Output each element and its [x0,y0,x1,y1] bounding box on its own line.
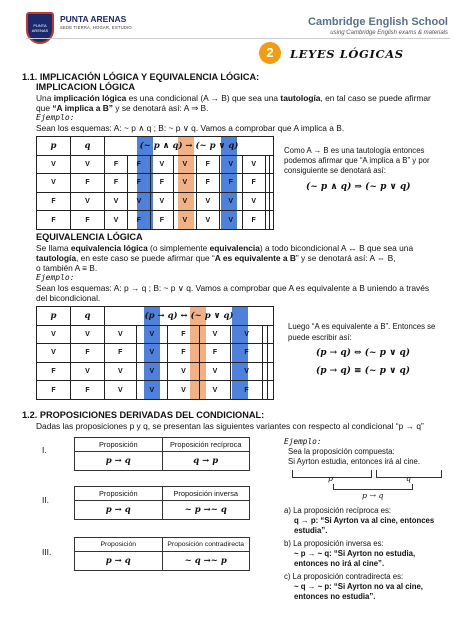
school-logo [26,12,54,44]
label-q: q [406,474,411,483]
cambridge-tagline: using Cambridge English exams & materials [330,30,448,36]
box-number: I. [42,445,47,455]
subsection-heading: EQUIVALENCIA LÓGICA [36,232,143,242]
side-note: Luego “A es equivalente a B”. Entonces se [288,322,436,331]
answer-b-text: entonces no irá al cine”. [294,559,385,568]
example-label: Ejemplo: [36,273,75,282]
answer-b: b) La proposición inversa es: [284,539,384,548]
section-heading: 1.2. PROPOSICIONES DERIVADAS DEL CONDICIONAL: [22,410,265,420]
derived-box-reciprocal: Proposición Proposición recíproca p → q q → p [74,437,250,471]
answer-b-text: ~ p → ~ q: “Si Ayrton no estudia, [294,549,416,558]
paragraph-line: Dadas las proposiciones p y q, se presentan las siguientes variantes con respecto al condicional “p → q” [36,421,424,431]
paragraph-line: Se llama equivalencia lógica (o simplemente equivalencia) a todo bicondicional A ↔ B que sea una [36,243,414,253]
cambridge-logo: Cambridge English School [308,16,448,28]
answer-c-text: entonces no estudia”. [294,592,376,601]
paragraph-line: que “A implica a B” y se denotará así: A ⇒ B. [36,103,209,113]
table-row: F F V F F V V V F [37,211,274,230]
box-number: II. [42,495,49,505]
example-sentence: Si Ayrton estudia, entonces irá al cine. [288,457,421,466]
bracket-pq [333,484,413,490]
derived-box-inverse: Proposición Proposición inversa p → q ~ p →~ q [74,486,250,520]
school-name: PUNTA ARENAS [60,14,127,24]
chapter-title: LEYES LÓGICAS [290,47,404,61]
example-label: Ejemplo: [36,113,75,122]
side-note: consiguiente se denotará así: [284,166,386,175]
paragraph-line: del bicondicional. [36,293,101,303]
example-text: Sea la proposición compuesta: [288,447,395,456]
label-p: p [328,474,333,483]
table-row: V V V V F V V [37,325,274,344]
table-row: V F F V F F F [37,344,274,363]
label-pq: p → q [362,491,384,500]
paragraph-line: o también A ≡ B. [36,263,98,273]
answer-c-text: ~ q → ~ p: “Si Ayrton no va al cine, [294,582,423,591]
answer-a: a) La proposición recíproca es: [284,506,392,515]
table-row: F V V V V V V V V [37,192,274,211]
answer-a-text: q → p: “Si Ayrton va al cine, entonces [294,516,435,525]
table-row: V F F F F V F F F [37,174,274,193]
answer-c: c) La proposición contradirecta es: [284,572,404,581]
table-row: V V F F V V F V V [37,155,274,174]
paragraph-line: Sean los esquemas: A: p → q ; B: ~ p ∨ q. Vamos a comprobar que A es equivalente a B uniendo a través [36,283,430,293]
side-note: puede escribir así: [288,333,352,342]
derived-box-contradirect: Proposición Proposición contradirecta p → q ~ q →~ p [74,537,250,571]
table-row: F V V V V V V [37,362,274,381]
table-row: F F V V V V F [37,381,274,400]
side-formula: (~ p ∧ q) ⇒ (~ p ∨ q) [306,182,411,192]
paragraph-line: Sean los esquemas: A: ~ p ∧ q ; B: ~ p ∨ q. Vamos a comprobar que A implica a B. [36,123,345,133]
header-divider [26,38,450,39]
answer-a-text: estudia”. [294,526,328,535]
side-note: podemos afirmar que “A implica a B” y por [284,156,430,165]
truth-table-implication: p q (~ p ∧ q) → (~ p ∨ q) V V F F V V F V V V F F F F V F F F F V V V V V V V V F F V F F V V V F [36,136,274,230]
school-logo-text: PUNTA ARENAS [31,23,49,33]
side-formula: (p → q) ⇔ (~ p ∨ q) [316,348,411,358]
box-number: III. [42,547,52,557]
school-tagline: SEDE TIERRA, HOGAR, ESTUDIO [60,25,132,30]
chapter-number: 2 [259,42,281,64]
paragraph-line: Una implicación lógica es una condicional (A → B) que sea una tautología, en tal caso se puede afirmar [36,93,431,103]
side-note: Como A → B es una tautología entonces [284,146,425,155]
subsection-heading: IMPLICACION LÓGICA [36,82,136,92]
section-heading: 1.1. IMPLICACIÓN LÓGICA Y EQUIVALENCIA LÓGICA: [22,72,260,82]
paragraph-line: tautología, en este caso se puede afirmar que “A es equivalente a B” y se denotará así: A ⇔ B, [36,253,396,263]
example-label: Ejemplo: [284,437,322,446]
side-formula: (p → q) ≡ (~ p ∨ q) [316,366,411,376]
truth-table-equivalence: p q (p → q) ↔ (~ p ∨ q) V V V V F V V V F F V F F F F V V V V V V F F V V V V F [36,306,274,400]
